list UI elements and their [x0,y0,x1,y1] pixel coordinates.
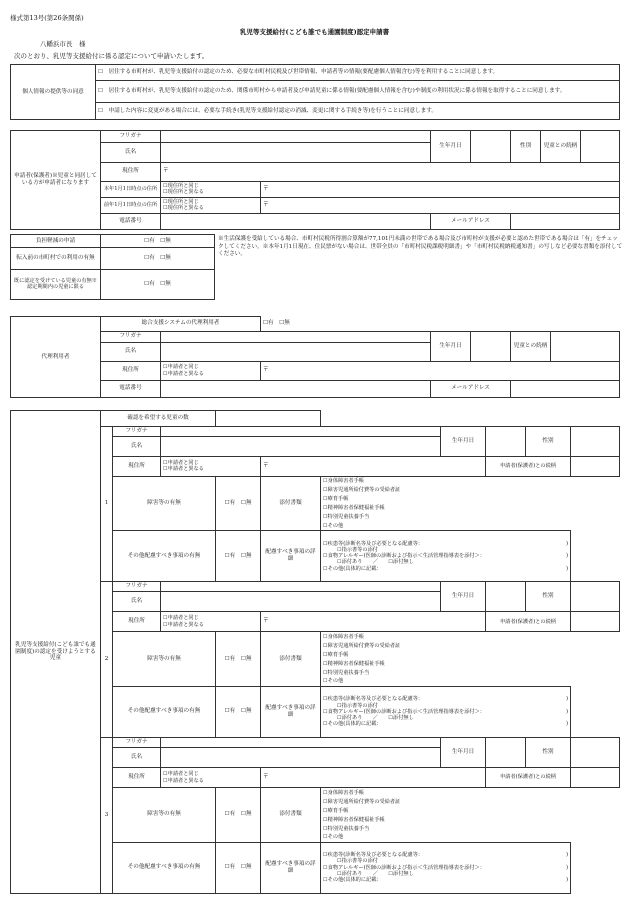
relation-app-label: 申請者(保護者)との続柄 [486,612,571,632]
detail-label: 配慮すべき事項の詳細 [261,686,321,737]
attach-check[interactable]: ☐添付あり ／ ☐添付無し [337,870,414,877]
paren: ) [566,852,569,859]
same-check[interactable]: ☐現住所と同じ [163,198,199,205]
name-label: 氏名 [101,142,161,163]
other-check[interactable]: ☐その他(具体的に記載： [323,877,382,884]
docs-label: 添付書類 [261,476,321,530]
birth-input[interactable] [471,131,511,163]
agent-label: 代理利用者 [11,317,101,398]
no-check[interactable]: ☐無 [240,655,252,662]
birth-label: 生年月日 [441,582,486,612]
paren: ) [566,540,569,547]
doc-item[interactable]: ☐療育手帳 [321,651,571,660]
doc-item[interactable]: ☐障害児通所給付費等の受給者証 [321,798,571,807]
doc-item[interactable]: ☐精神障害者保健福祉手帳 [321,504,571,513]
agent-system-label: 総合支援システムの代理利用者 [101,317,261,332]
allergy-check[interactable]: ☐食物アレルギー(医師の診断および指示＜生活管理指導表を添付＞： [323,864,485,871]
detail-label: 配慮すべき事項の詳細 [261,842,321,893]
furigana-label: フリガナ [101,131,161,143]
child-sex-input[interactable] [571,426,620,456]
email-label: メールアドレス [431,380,511,397]
child-relation-input[interactable] [571,456,620,476]
furigana-label: フリガナ [113,738,161,748]
furigana-label: フリガナ [101,331,161,342]
disease-check[interactable]: ☐疾患等(診断名等及び必要となる配慮等： [323,696,424,703]
diff-app-check[interactable]: ☐申請者と異なる [163,621,204,628]
no-check[interactable]: ☐無 [160,237,171,244]
count-input[interactable] [216,411,321,427]
other-label: その他配慮すべき事項の有無 [113,842,216,893]
agent-table [10,316,620,398]
phone-label: 電話番号 [101,380,161,397]
doc-item[interactable]: ☐特別児童扶養手当 [321,669,571,678]
email-input[interactable] [511,213,620,229]
diff-check[interactable]: ☐現住所と異なる [163,189,204,196]
disease-check[interactable]: ☐疾患等(診断名等及び必要となる配慮等： [323,540,424,547]
consent-item-1[interactable]: ☐ 居住する市町村が、乳児等支援給付の認定のため、必要な市町村民税及び世帯情報、申請者等の情報(要配慮個人情報含む)等を利用することに同意します。 [96,65,620,81]
name-label: 氏名 [113,436,161,456]
paren: ) [566,708,569,715]
doc-item[interactable]: ☐療育手帳 [321,807,571,816]
child-birth-input[interactable] [486,582,526,612]
attach-check[interactable]: ☐添付あり ／ ☐添付無し [337,715,414,722]
count-label: 確認を希望する児童の数 [101,411,216,427]
paren: ) [566,864,569,871]
burden-label: 負担軽減の申請 [11,235,101,248]
other-check[interactable]: ☐その他(具体的に記載： [323,721,382,728]
instruction-check[interactable]: ☐指示書等の添付 [337,702,378,709]
no-check[interactable]: ☐無 [160,280,171,287]
same-check[interactable]: ☐現住所と同じ [163,182,199,189]
prev-use-label: 転入前の市町村での利用の有無 [11,248,101,270]
child-furigana-input[interactable] [161,738,441,748]
birth-label: 生年月日 [431,331,471,361]
yes-check[interactable]: ☐有 [224,499,236,506]
child-birth-input[interactable] [486,738,526,768]
yes-check[interactable]: ☐有 [224,552,236,559]
consent-label: 個人情報の提供等の同意 [11,65,96,120]
address-label: 現住所 [113,456,161,476]
agent-address-input[interactable]: 〒 [261,361,620,380]
doc-item[interactable]: ☐身体障害者手帳 [321,632,571,642]
docs-label: 添付書類 [261,788,321,842]
doc-item[interactable]: ☐その他 [321,833,571,842]
birth-label: 生年月日 [441,426,486,456]
agent-name-input[interactable] [161,342,431,361]
child-number: 2 [101,582,113,738]
no-check[interactable]: ☐無 [240,499,252,506]
same-app-check[interactable]: ☐申請者と同じ [163,459,199,466]
child-birth-input[interactable] [486,426,526,456]
doc-item[interactable]: ☐身体障害者手帳 [321,476,571,486]
child-name-input[interactable] [161,748,441,768]
consent-item-3[interactable]: ☐ 申請した内容に変更がある場合には、必要な手続き(乳児等支援給付認定の消滅、変更に関する手続き等)を行うことに同意します。 [96,103,620,120]
doc-item[interactable]: ☐障害児通所給付費等の受給者証 [321,642,571,651]
cert-label: 既に認定を受けている児童の有無※認定期間内の児童に限る [11,269,101,299]
yes-check[interactable]: ☐有 [224,811,236,818]
address-label: 現住所 [101,361,161,380]
yes-check[interactable]: ☐有 [144,254,155,261]
child-name-input[interactable] [161,592,441,612]
phone-input[interactable] [161,213,431,229]
applicant-extra [10,234,215,300]
relation-app-label: 申請者(保護者)との続柄 [486,456,571,476]
instruction-check[interactable]: ☐指示書等の添付 [337,858,378,865]
birth-label: 生年月日 [441,738,486,768]
diff-check[interactable]: ☐現住所と異なる [163,205,204,212]
relation-label: 児童との続柄 [511,331,551,361]
allergy-check[interactable]: ☐食物アレルギー(医師の診断および指示＜生活管理指導表を添付＞： [323,708,485,715]
doc-item[interactable]: ☐療育手帳 [321,495,571,504]
name-label: 氏名 [101,342,161,361]
address-label: 現住所 [113,612,161,632]
name-input[interactable] [161,142,431,163]
email-label: メールアドレス [431,213,511,229]
relation-app-label: 申請者(保護者)との続柄 [486,768,571,788]
name-label: 氏名 [113,748,161,768]
yes-check[interactable]: ☐有 [144,280,155,287]
no-check[interactable]: ☐無 [279,320,290,327]
paren: ) [566,696,569,703]
same-app-check[interactable]: ☐申請者と同じ [163,615,199,622]
doc-item[interactable]: ☐身体障害者手帳 [321,788,571,798]
child-address-input[interactable]: 〒 [261,768,486,788]
yes-check[interactable]: ☐有 [224,708,236,715]
other-check[interactable]: ☐その他(具体的に記載： [323,565,382,572]
birth-label: 生年月日 [431,131,471,163]
attach-check[interactable]: ☐添付あり ／ ☐添付無し [337,559,414,566]
children-label: 乳児等支援給付(こども誰でも通園制度)の認定を受けようとする児童 [11,411,101,894]
prev-address-label: 前年1月1日時点の住所 [101,197,161,213]
child-address-input[interactable]: 〒 [261,612,486,632]
address-label: 現住所 [113,768,161,788]
relation-label: 児童との続柄 [541,131,581,163]
sex-label: 性別 [511,131,541,163]
doc-item[interactable]: ☐特別児童扶養手当 [321,824,571,833]
paren: ) [566,721,569,728]
paren: ) [566,565,569,572]
allergy-check[interactable]: ☐食物アレルギー(医師の診断および指示＜生活管理指導表を添付＞： [323,553,485,560]
yes-check[interactable]: ☐有 [224,864,236,871]
doc-item[interactable]: ☐特別児童扶養手当 [321,513,571,522]
doc-item[interactable]: ☐障害児通所給付費等の受給者証 [321,486,571,495]
child-relation-input[interactable] [571,612,620,632]
other-label: その他配慮すべき事項の有無 [113,531,216,582]
applicant-label: 申請者(保護者)※児童と同居している方が申請者になります [11,131,101,230]
form-title: 乳児等支援給付(こども誰でも通園制度)認定申請書 [240,28,390,36]
consent-table [10,64,620,120]
doc-item[interactable]: ☐その他 [321,677,571,686]
applicant-table [10,130,620,230]
agent-furigana-input[interactable] [161,331,431,342]
child-number: 3 [101,738,113,894]
phone-label: 電話番号 [101,213,161,229]
disease-check[interactable]: ☐疾患等(診断名等及び必要となる配慮等： [323,852,424,859]
addressee: 八幡浜市長 様 [40,40,86,48]
child-relation-input[interactable] [571,768,620,788]
other-label: その他配慮すべき事項の有無 [113,686,216,737]
disability-label: 障害等の有無 [113,788,216,842]
no-check[interactable]: ☐無 [240,552,252,559]
paren: ) [566,877,569,884]
intro-text: 次のとおり、乳児等支援給付に係る認定について申請いたします。 [14,52,209,60]
instruction-check[interactable]: ☐指示書等の添付 [337,546,378,553]
yes-check[interactable]: ☐有 [263,320,274,327]
doc-item[interactable]: ☐精神障害者保健福祉手帳 [321,815,571,824]
same-app-check[interactable]: ☐申請者と同じ [163,771,199,778]
diff-app-check[interactable]: ☐申請者と異なる [163,777,204,784]
yes-check[interactable]: ☐有 [144,237,155,244]
jan-address-input[interactable]: 〒 [261,181,620,197]
no-check[interactable]: ☐無 [160,254,171,261]
doc-item[interactable]: ☐その他 [321,522,571,531]
furigana-label: フリガナ [113,426,161,436]
diff-app-check[interactable]: ☐申請者と異なる [163,466,204,473]
paren: ) [566,553,569,560]
agent-birth-input[interactable] [471,331,511,361]
no-check[interactable]: ☐無 [240,864,252,871]
consent-item-2[interactable]: ☐ 居住する市町村が、乳児等支援給付の認定のため、関係市町村から申請者及び申請児童に係る情報(要配慮個人情報を含む)や制度の利用状況に係る情報を取得することに同意します。 [96,81,620,103]
agent-email-input[interactable] [511,380,620,397]
disability-label: 障害等の有無 [113,476,216,530]
child-sex-input[interactable] [571,738,620,768]
form-number: 様式第13号(第26条関係) [10,14,84,22]
child-furigana-input[interactable] [161,582,441,592]
no-check[interactable]: ☐無 [240,708,252,715]
detail-label: 配慮すべき事項の詳細 [261,531,321,582]
child-furigana-input[interactable] [161,426,441,436]
agent-phone-input[interactable] [161,380,431,397]
relation-input[interactable] [581,131,620,163]
address-input[interactable]: 〒 [161,163,620,181]
applicant-note: ※生活保護を受給している場合、市町村民税所得割合算額が77,101円未満の世帯である場合及び市町村が支援が必要と認めた世帯である場合は「有」をチェックしてください。※本年1月1日現在、住民票がない場合は、世帯全員の「市町村民税課税明細書」や「市町村民税納税通知書」の写しなど必要な書類を添付してください。 [218,236,623,258]
no-check[interactable]: ☐無 [240,811,252,818]
child-name-input[interactable] [161,436,441,456]
yes-check[interactable]: ☐有 [224,655,236,662]
sex-label: 性別 [526,738,571,768]
sex-label: 性別 [526,426,571,456]
children-table [10,410,620,894]
diff-app-check[interactable]: ☐申請者と異なる [163,370,204,377]
furigana-label: フリガナ [113,582,161,592]
agent-relation-input[interactable] [551,331,620,361]
child-address-input[interactable]: 〒 [261,456,486,476]
disability-label: 障害等の有無 [113,632,216,686]
furigana-input[interactable] [161,131,431,143]
sex-label: 性別 [526,582,571,612]
child-sex-input[interactable] [571,582,620,612]
docs-label: 添付書類 [261,632,321,686]
doc-item[interactable]: ☐精神障害者保健福祉手帳 [321,660,571,669]
jan-address-label: 本年1月1日時点の住所 [101,181,161,197]
child-number: 1 [101,426,113,582]
same-app-check[interactable]: ☐申請者と同じ [163,364,199,371]
address-label: 現住所 [101,163,161,181]
name-label: 氏名 [113,592,161,612]
prev-address-input[interactable]: 〒 [261,197,620,213]
